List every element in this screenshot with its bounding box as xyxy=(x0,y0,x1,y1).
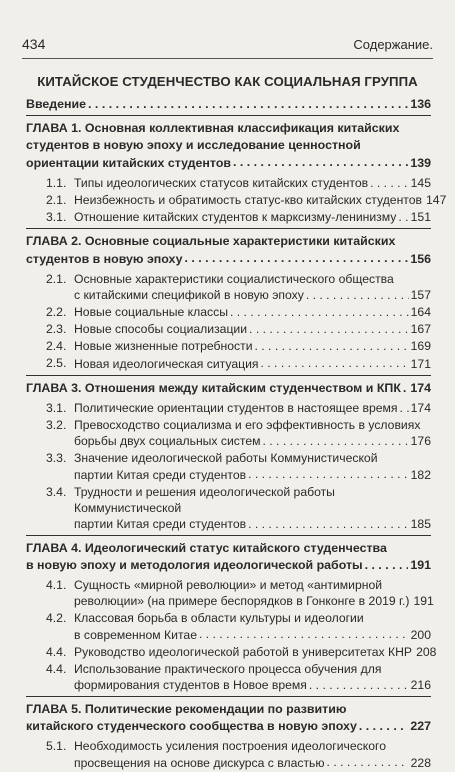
toc-section-line: Необходимость усиления построения идеологического xyxy=(74,739,386,754)
toc-entry-title: Новые социальные классы xyxy=(74,305,228,320)
toc-chapter-line: ГЛАВА 5. Политические рекомендации по развитию xyxy=(26,701,347,716)
toc-section xyxy=(46,321,431,337)
toc-section-body xyxy=(74,338,431,354)
toc-section-line: Значение идеологической работы Коммунистической xyxy=(74,451,378,466)
toc-page-number: 174 xyxy=(410,381,431,396)
toc-page-number: 227 xyxy=(410,719,431,734)
toc-line xyxy=(74,754,431,770)
toc-section xyxy=(46,450,431,482)
dot-leader xyxy=(255,338,409,350)
toc-page-number: 191 xyxy=(410,558,431,573)
toc-section xyxy=(46,661,431,693)
toc-section xyxy=(46,355,431,371)
toc-line xyxy=(26,380,431,397)
toc-entry-title: Введение xyxy=(26,97,87,112)
toc-line xyxy=(74,287,431,303)
toc-chapter xyxy=(26,540,431,574)
toc-chapter xyxy=(26,120,431,171)
toc-section xyxy=(46,577,434,609)
toc-page-number: 157 xyxy=(410,287,431,302)
toc-section-body xyxy=(74,209,431,225)
dot-leader xyxy=(248,466,409,478)
toc-page-number: 200 xyxy=(410,627,431,642)
toc-page-number: 139 xyxy=(410,155,431,170)
toc-line xyxy=(74,321,431,337)
toc-section xyxy=(46,417,431,449)
dot-leader xyxy=(306,287,409,299)
dot-leader xyxy=(327,754,409,766)
toc-section-line: Сущность «мирной революции» и метод «антимирной xyxy=(74,578,383,593)
toc-section-body xyxy=(74,738,431,770)
toc-page-number: 169 xyxy=(410,339,431,354)
toc-section-line: Превосходство социализма и его эффективность в условиях xyxy=(74,418,421,433)
toc-section-number: 4.2. xyxy=(46,611,67,626)
toc-section-number: 3.4. xyxy=(46,484,67,499)
toc-section xyxy=(46,338,431,354)
toc-line xyxy=(74,209,431,225)
toc-line xyxy=(74,175,431,191)
toc-line xyxy=(74,355,431,371)
toc-section-number: 2.3. xyxy=(46,322,67,337)
toc-entry-title: Новые способы социализации xyxy=(74,322,248,337)
toc-section-body xyxy=(74,175,431,191)
toc-page-number: 151 xyxy=(410,210,431,225)
toc-chapter-line: ГЛАВА 1. Основная коллективная классификация китайских xyxy=(26,121,400,136)
toc-section xyxy=(46,192,447,208)
toc-line xyxy=(74,593,434,609)
dot-leader xyxy=(263,433,409,445)
toc-page-number: 176 xyxy=(410,434,431,449)
toc-entry-title: Отношение китайских студентов к марксизму-ленинизму xyxy=(74,210,397,225)
toc-section-number: 5.1. xyxy=(46,739,67,754)
toc-chapter-line: ГЛАВА 4. Идеологический статус китайского студенчества xyxy=(26,540,387,555)
toc-line xyxy=(26,154,431,171)
page-number: 434 xyxy=(22,36,46,52)
toc-entry-title: революции» (на примере беспорядков в Гонконге в 2019 г.) xyxy=(74,594,410,609)
toc-page-number: 174 xyxy=(410,401,431,416)
dot-leader xyxy=(261,355,409,367)
toc-section xyxy=(46,644,437,660)
running-title: Содержание. xyxy=(353,37,433,52)
toc-section-number: 3.3. xyxy=(46,451,67,466)
toc-section xyxy=(46,175,431,191)
toc-entry-title: партии Китая среди студентов xyxy=(74,516,247,531)
toc-entry-title: в новую эпоху и методология идеологической работы xyxy=(26,558,363,573)
toc-line xyxy=(74,644,437,660)
running-header xyxy=(22,36,433,59)
toc-line xyxy=(74,677,431,693)
toc-section-body xyxy=(74,577,434,609)
dot-leader xyxy=(233,154,408,166)
toc-section-number: 2.1. xyxy=(46,192,67,207)
toc-section-body xyxy=(74,644,437,660)
toc-chapter-line: студентов в новую эпоху и исследование ценностной xyxy=(26,138,361,153)
toc-chapter-line: ГЛАВА 2. Основные социальные характеристики китайских xyxy=(26,234,396,249)
toc-entry-title: Руководство идеологической работой в университетах КНР xyxy=(74,644,413,659)
toc-line xyxy=(74,192,447,208)
toc-section-number: 2.2. xyxy=(46,304,67,319)
toc-page-number: 156 xyxy=(410,251,431,266)
dot-leader xyxy=(88,96,408,108)
toc-section-body xyxy=(74,304,431,320)
toc-page-number: 228 xyxy=(410,755,431,770)
toc-page-number: 136 xyxy=(410,97,431,112)
toc-section-number: 1.1. xyxy=(46,175,67,190)
toc-chapter xyxy=(26,380,431,397)
toc-page-number: 185 xyxy=(410,516,431,531)
toc-page-number: 208 xyxy=(416,644,437,659)
toc-section-body xyxy=(74,192,447,208)
dot-leader xyxy=(403,380,408,392)
toc-section-body xyxy=(74,400,431,416)
toc-section xyxy=(46,484,431,532)
toc-section-number: 3.2. xyxy=(46,418,67,433)
toc-entry-title: просвещения на основе дискурса с властью xyxy=(74,755,325,770)
chapter-divider xyxy=(26,375,431,376)
toc-section xyxy=(46,304,431,320)
toc-section xyxy=(46,610,431,642)
toc-entry-title: партии Китая среди студентов xyxy=(74,467,247,482)
toc-entry-title: Типы идеологических статусов китайских студентов xyxy=(74,175,369,190)
toc-page-number: 182 xyxy=(410,467,431,482)
toc-line xyxy=(74,516,431,532)
toc-title: КИТАЙСКОЕ СТУДЕНЧЕСТВО КАК СОЦИАЛЬНАЯ ГРУППА xyxy=(37,74,418,89)
dot-leader xyxy=(230,304,409,316)
dot-leader xyxy=(359,718,408,730)
table-of-contents xyxy=(26,96,447,772)
toc-section-line: Основные характеристики социалистического общества xyxy=(74,271,394,286)
dot-leader xyxy=(184,250,408,262)
toc-line xyxy=(74,400,431,416)
toc-section-line: Трудности и решения идеологической работы Коммунистической xyxy=(74,484,335,515)
toc-line xyxy=(26,718,431,735)
toc-page-number: 145 xyxy=(410,175,431,190)
toc-section-body xyxy=(74,321,431,337)
chapter-divider xyxy=(26,535,431,536)
toc-section xyxy=(46,209,431,225)
toc-section-number: 4.4. xyxy=(46,661,67,676)
toc-section-number: 4.4. xyxy=(46,644,67,659)
toc-section-number: 3.1. xyxy=(46,401,67,416)
toc-page-number: 216 xyxy=(410,677,431,692)
dot-leader xyxy=(370,175,409,187)
toc-entry-title: в современном Китае xyxy=(74,627,197,642)
toc-line xyxy=(74,626,431,642)
toc-line xyxy=(26,250,431,267)
dot-leader xyxy=(199,626,409,638)
toc-section-body xyxy=(74,661,431,693)
toc-page-number: 171 xyxy=(410,356,431,371)
toc-line xyxy=(74,466,431,482)
toc-section-number: 4.1. xyxy=(46,578,67,593)
toc-section-body xyxy=(74,450,431,482)
toc-entry-title: Политические ориентации студентов в настоящее время xyxy=(74,401,398,416)
toc-section xyxy=(46,738,431,770)
toc-section-body xyxy=(74,417,431,449)
toc-entry-title: формирования студентов в Новое время xyxy=(74,677,307,692)
dot-leader xyxy=(248,516,409,528)
toc-section-number: 2.1. xyxy=(46,271,67,286)
toc-line xyxy=(74,304,431,320)
toc-entry-title: борьбы двух социальных систем xyxy=(74,434,261,449)
toc-entry-title: китайского студенческого сообщества в новую эпоху xyxy=(26,719,357,734)
toc-section-number: 2.4. xyxy=(46,339,67,354)
toc-section-body xyxy=(74,610,431,642)
toc-section-body xyxy=(74,271,431,303)
chapter-divider xyxy=(26,228,431,229)
toc-entry-title: ГЛАВА 3. Отношения между китайским студенчеством и КПК xyxy=(26,381,401,396)
dot-leader xyxy=(365,557,409,569)
chapter-divider xyxy=(26,115,431,116)
dot-leader xyxy=(400,400,409,412)
toc-line xyxy=(26,557,431,574)
toc-entry-title: Новые жизненные потребности xyxy=(74,339,253,354)
dot-leader xyxy=(309,677,409,689)
toc-line xyxy=(74,338,431,354)
toc-entry-title: ориентации китайских студентов xyxy=(26,155,232,170)
toc-section-number: 3.1. xyxy=(46,210,67,225)
chapter-divider xyxy=(26,696,431,697)
dot-leader xyxy=(398,209,408,221)
toc-section-number: 2.5. xyxy=(46,356,67,371)
toc-page-number: 167 xyxy=(410,322,431,337)
toc-section-body xyxy=(74,355,431,371)
toc-section-line: Классовая борьба в области культуры и идеологии xyxy=(74,611,364,626)
toc-section-line: Использование практического процесса обучения для xyxy=(74,661,382,676)
toc-entry-title: Неизбежность и обратимость статус-кво китайских студентов xyxy=(74,193,423,208)
toc-chapter xyxy=(26,701,431,735)
toc-section-body xyxy=(74,484,431,532)
toc-page-number: 191 xyxy=(413,594,434,609)
toc-section xyxy=(46,400,431,416)
toc-entry-intro xyxy=(26,96,431,112)
toc-entry-title: с китайскими спецификой в новую эпоху xyxy=(74,287,304,302)
toc-chapter xyxy=(26,233,431,267)
toc-entry-title: студентов в новую эпоху xyxy=(26,251,183,266)
toc-page-number: 147 xyxy=(426,193,447,208)
toc-line xyxy=(74,433,431,449)
toc-page-number: 164 xyxy=(410,305,431,320)
toc-entry-title: Новая идеологическая ситуация xyxy=(74,356,259,371)
dot-leader xyxy=(249,321,409,333)
toc-section xyxy=(46,271,431,303)
